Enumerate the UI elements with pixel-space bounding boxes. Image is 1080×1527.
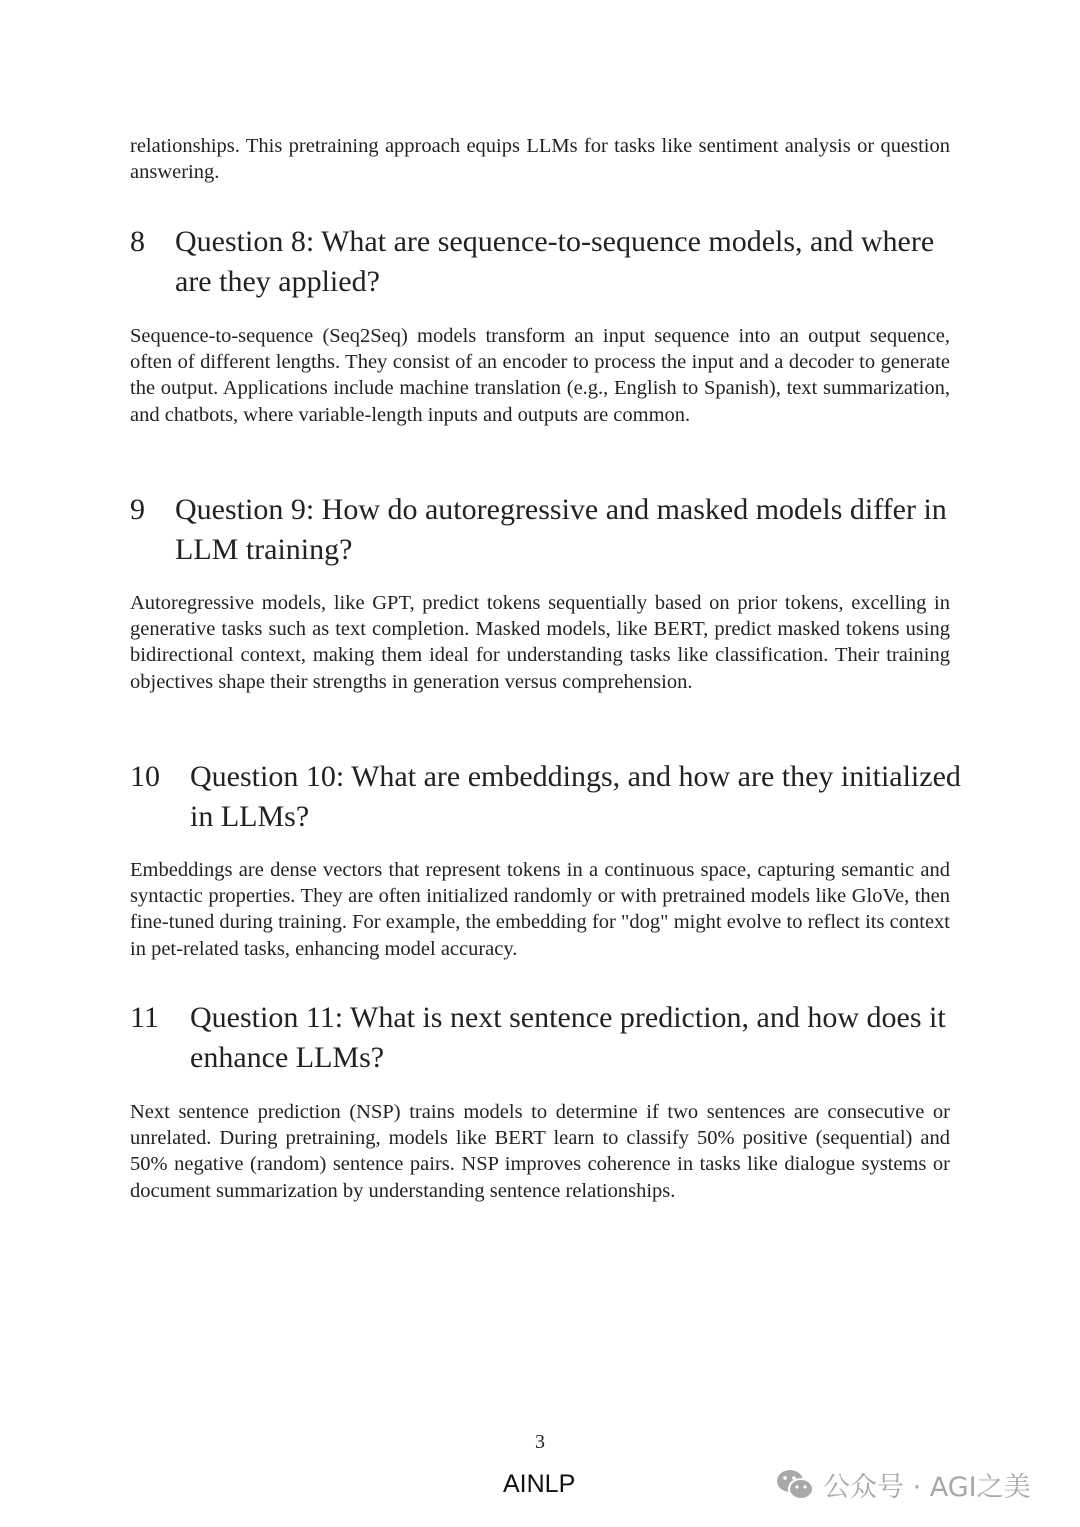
footer-brand: AINLP	[503, 1470, 576, 1498]
section-title: Question 8: What are sequence-to-sequence models, and where are they applied?	[175, 225, 935, 298]
section-body: Next sentence prediction (NSP) trains models to determine if two sentences are consecutive or unrelated. During pretraining, models like BERT learn to classify 50% positive (sequential) and 50% negative (random) sentence pairs. NSP improves coherence in tasks like dialogue systems or document summarization by understanding sentence relationships.	[130, 1101, 950, 1202]
section-heading-10	[130, 757, 970, 837]
intro-paragraph: relationships. This pretraining approach equips LLMs for tasks like sentiment analysis or question answering.	[130, 135, 950, 184]
section-number: 11	[130, 1001, 159, 1034]
wechat-icon	[775, 1468, 815, 1502]
watermark-text: 公众号 · AGI之美	[823, 1472, 1031, 1503]
section-heading-8	[130, 222, 970, 302]
watermark	[775, 1465, 1031, 1504]
section-heading-11	[130, 998, 970, 1078]
section-body: Embeddings are dense vectors that represent tokens in a continuous space, capturing semantic and syntactic properties. They are often initialized randomly or with pretrained models like GloVe, then fine-tuned during training. For example, the embedding for "dog" might evolve to reflect its context in pet-related tasks, enhancing model accuracy.	[130, 859, 950, 960]
page-number: 3	[535, 1431, 545, 1453]
section-title: Question 11: What is next sentence prediction, and how does it enhance LLMs?	[190, 1001, 946, 1074]
section-heading-9	[130, 490, 970, 570]
section-number: 10	[130, 760, 160, 793]
section-title: Question 10: What are embeddings, and how are they initialized in LLMs?	[190, 760, 961, 833]
section-title: Question 9: How do autoregressive and masked models differ in LLM training?	[175, 493, 947, 566]
section-body: Sequence-to-sequence (Seq2Seq) models transform an input sequence into an output sequence, often of different lengths. They consist of an encoder to process the input and a decoder to generate the output. Applications include machine translation (e.g., English to Spanish), text summarization, and chatbots, where variable-length inputs and outputs are common.	[130, 325, 950, 426]
section-number: 9	[130, 493, 145, 526]
section-body: Autoregressive models, like GPT, predict tokens sequentially based on prior tokens, excelling in generative tasks such as text completion. Masked models, like BERT, predict masked tokens using bidirectional context, making them ideal for understanding tasks like classification. Their training objectives shape their strengths in generation versus comprehension.	[130, 592, 950, 693]
section-number: 8	[130, 225, 145, 258]
